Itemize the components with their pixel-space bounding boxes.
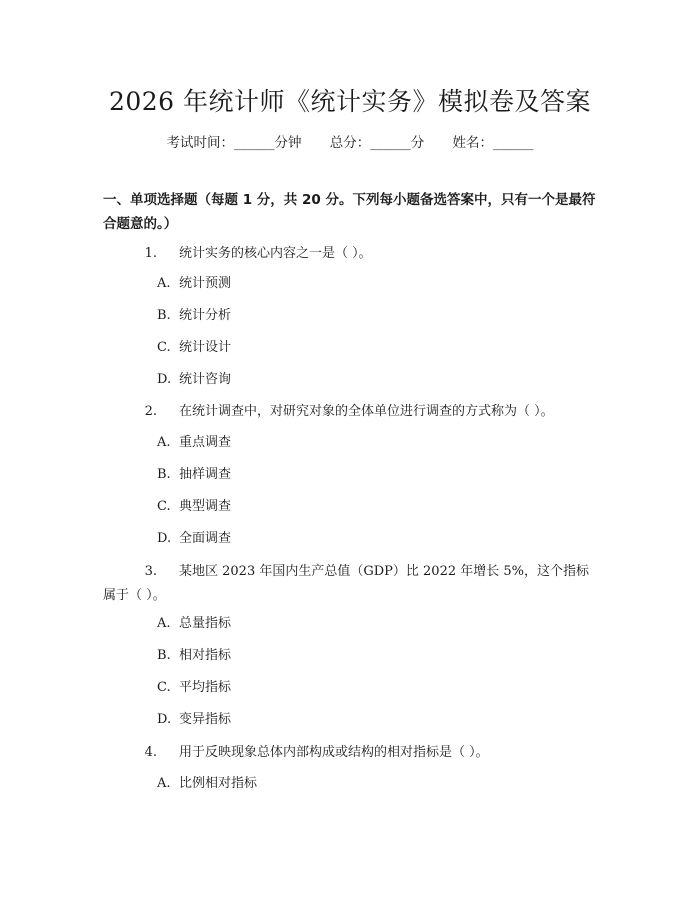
option-letter: B.	[157, 648, 171, 663]
option-text: 重点调查	[179, 435, 232, 450]
question-3-option-a	[157, 614, 231, 634]
option-text: 总量指标	[179, 616, 232, 631]
name-field: 姓名：______	[452, 135, 534, 151]
question-3	[103, 560, 593, 608]
option-text: 统计预测	[179, 276, 232, 291]
option-text: 统计咨询	[179, 372, 232, 387]
option-letter: A.	[157, 435, 171, 450]
option-text: 变异指标	[179, 712, 232, 727]
option-letter: C.	[157, 340, 171, 355]
option-text: 典型调查	[179, 499, 232, 514]
option-letter: C.	[157, 680, 171, 695]
option-text: 平均指标	[179, 680, 232, 695]
option-text: 统计分析	[179, 308, 232, 323]
question-2-option-c	[157, 497, 231, 517]
question-2-option-b	[157, 465, 231, 485]
option-letter: A.	[157, 276, 171, 291]
question-2-option-d	[157, 529, 231, 549]
option-letter: B.	[157, 308, 171, 323]
option-letter: D.	[157, 531, 172, 546]
question-1	[103, 242, 593, 266]
question-4	[103, 741, 593, 765]
page-title: 2026 年统计师《统计实务》模拟卷及答案	[108, 87, 592, 116]
question-number: 1.	[144, 246, 157, 261]
section-heading: 一、单项选择题（每题 1 分，共 20 分。下列每小题备选答案中，只有一个是最符合题意的。）	[103, 192, 596, 232]
exam-info-row	[0, 131, 700, 151]
question-4-option-a	[157, 774, 257, 794]
question-1-option-c	[157, 338, 231, 358]
question-3-option-d	[157, 710, 231, 730]
question-3-option-c	[157, 678, 231, 698]
question-1-option-a	[157, 274, 231, 294]
question-number: 2.	[144, 404, 157, 419]
question-text: 用于反映现象总体内部构成或结构的相对指标是（ ）。	[179, 745, 489, 760]
exam-time-field: 考试时间：______分钟	[166, 135, 302, 151]
question-text: 在统计调查中，对研究对象的全体单位进行调查的方式称为（ ）。	[179, 404, 554, 419]
total-score-field: 总分：______分	[329, 135, 425, 151]
option-letter: A.	[157, 616, 171, 631]
question-text: 某地区 2023 年国内生产总值（GDP）比 2022 年增长 5%，这个指标属于（ ）。	[103, 564, 590, 603]
option-text: 比例相对指标	[179, 776, 258, 791]
option-letter: D.	[157, 712, 172, 727]
option-letter: C.	[157, 499, 171, 514]
option-text: 统计设计	[179, 340, 232, 355]
question-number: 3.	[144, 564, 157, 579]
option-letter: D.	[157, 372, 172, 387]
option-letter: B.	[157, 467, 171, 482]
option-text: 相对指标	[179, 648, 232, 663]
option-text: 抽样调查	[179, 467, 232, 482]
question-2-option-a	[157, 433, 231, 453]
option-text: 全面调查	[179, 531, 232, 546]
question-1-option-b	[157, 306, 231, 326]
question-text: 统计实务的核心内容之一是（ ）。	[179, 246, 372, 261]
question-2	[103, 400, 593, 424]
option-letter: A.	[157, 776, 171, 791]
question-3-option-b	[157, 646, 231, 666]
question-number: 4.	[144, 745, 157, 760]
question-1-option-d	[157, 370, 231, 390]
